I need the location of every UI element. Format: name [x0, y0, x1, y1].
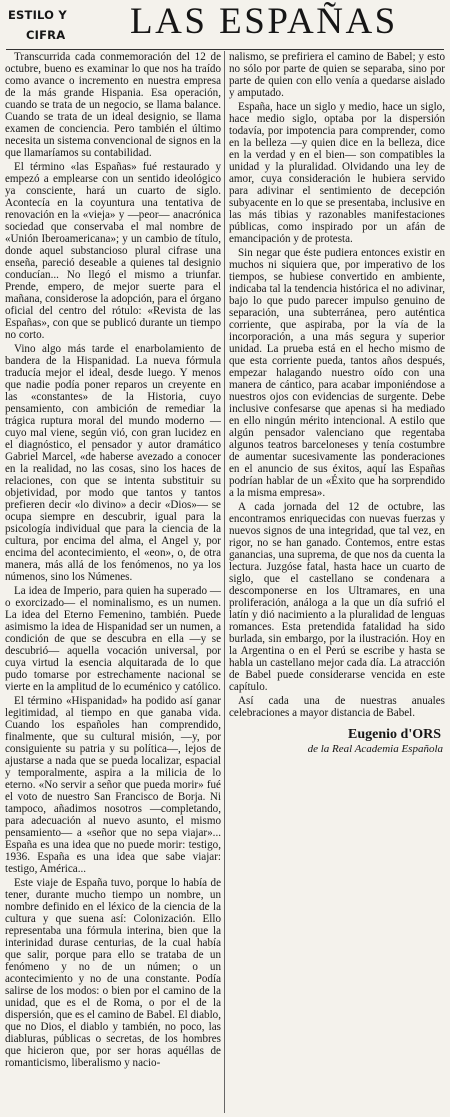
- paragraph: Sin negar que éste pudiera entonces existir en muchos ni siquiera que, por imperativo de los tiempos, se hubiese convertido en ambiente, indicaba tal la tendencia histórica el no adivinar, bajo lo que pudo parecer impulso genuino de separación, una subterránea, pero auténtica corriente, que aspiraba, por la vía de la incorporación, a una más segura y superior unidad. La prueba está en el hecho mismo de que esta corriente pueda, tantos años después, empezar halagando nuestro oído con una manera de cántico, para acabar imponiéndose a nuestros ojos con evidencias de surgente. Debe inclusive confesarse que apenas si ha mediado en ello ningún mérito intencional. A estilo que algún pensador valenciano que regentaba algunos teatros barceloneses y tenía costumbre de aumentar sucesivamente las ponderaciones en el anuncio de sus éxitos, aquí las Españas podrían hablar de un «Éxito que ha sorprendido a la misma empresa».: [229, 247, 445, 499]
- header-rule: [6, 49, 444, 50]
- paragraph: A cada jornada del 12 de octubre, las encontramos enriquecidas con nuevas fuerzas y nuevos signos de una integridad, que tal vez, en rigor, no se han ganado. Contemos, entre estas ganancias, una suprema, de que nos da cuenta la lectura. Juzgóse fatal, hasta hace un cuarto de siglo, que el castellano se condenara a descomponerse en los Ultramares, en una proliferación, análoga a la que un día sufrió el latín y dió nacimiento a la pluralidad de lenguas romances. Esta pretendida fatalidad ha sido burlada, sin embargo, por la ilustración. Hoy en la Argentina o en el Perú se escribe y hasta se habla un castellano mejor cada día. La atracción de Babel puede considerarse vencida en este capítulo.: [229, 501, 445, 693]
- author-signature: Eugenio d'ORS: [348, 727, 441, 742]
- column-divider: [224, 51, 225, 1113]
- paragraph: nalismo, se prefiriera el camino de Babel; y esto no sólo por parte de quien se separaba, sino por parte de quien con ello venía a quedarse aislado y amputado.: [229, 51, 445, 99]
- paragraph: Vino algo más tarde el enarbolamiento de bandera de la Hispanidad. La nueva fórmula traducía mejor el ideal, desde luego. Y menos que nadie podía poner reparos un creyente en las «constantes» de la Historia, cuyo pensamiento, con ambición de remediar la trágica ruptura moral del mundo moderno —cuyo mal viene, según vió, con gran lucidez en el diagnóstico, el pensador y autor dramático Gabriel Marcel, «de haberse avezado a conocer en la realidad, no las cosas, sino los haces de relaciones, con que se intenta substituir su objetividad, por modo que tantos y tantos prefieren decir «lo divino» a decir «Dios»— se ocupa siempre en descubrir, igual para la psicología individual que para la ciencia de la cultura, por encima del alma, el Angel y, por encima del acontecimiento, el «eon», o, de otra manera, más allá de los fenómenos, no ya los númenos, sino los Númenes.: [5, 343, 221, 583]
- paragraph: España, hace un siglo y medio, hace un siglo, hace medio siglo, optaba por la dispersión todavía, por impotencia para comprender, como en la belleza —y quien dice en la belleza, dice en la verdad y en el bien— son compatibles la unidad y la pluralidad. Olvidando una ley de amor, cuya consideración le hubiera servido para adivinar el sentimiento de decepción subyacente en lo que se presentaba, inclusive en las más tibias y razonables manifestaciones públicas, como inspirado por un afán de emancipación y de protesta.: [229, 101, 445, 245]
- paragraph: Transcurrida cada conmemoración del 12 de octubre, bueno es examinar lo que nos ha traído como avance o incremento en nuestra empresa de la más grande Hispania. Esa operación, cuando se trata de un negocio, se llama balance. Cuando se trata de un ideal designio, se llama examen de conciencia. Pero también el último necesita un sistema convencional de signos en la que llamaríamos su contabilidad.: [5, 51, 221, 159]
- paragraph: Así cada una de nuestras anuales celebraciones a mayor distancia de Babel.: [229, 695, 445, 719]
- section-label: ESTILO Y: [8, 8, 67, 22]
- paragraph: El término «las Españas» fué restaurado y empezó a emplearse con un sentido ideológico ya consciente, hará un cuarto de siglo. Acontecía en la coyuntura una tentativa de renovación en la «vieja» y —peor— anacrónica sociedad que conservaba el mal nombre de «Unión Iberoamericana»; y un cambio de título, donde aquel substancioso plural cifrase una enseña, pareció deseable a quienes tal designio conducían... No llegó el mismo a triunfar. Prende, empero, de mejor suerte para el mañana, considerose la adopción, para el órgano oficial del centro del rótulo: «Revista de las Españas», con que se publicó durante un tiempo no corto.: [5, 161, 221, 341]
- paragraph: Este viaje de España tuvo, porque lo había de tener, durante mucho tiempo un nombre, un nombre definido en el léxico de la ciencia de la cultura y que suena así: Colonización. Ello representaba una fórmula interina, bien que la interinidad durase centurias, de la cual había que salir, porque para ello se trataba de un fenómeno y no de un númen; o un acontecimiento y no de una constante. Podía salirse de los modos: o bien por el camino de la unidad, que es el de Roma, o por el de la dispersión, que es el camino de Babel. El diablo, que no Dios, el diablo y también, no poco, las diabluras, públicas o secretas, de los hombres que hicieron que, por ser horas aquéllas de romanticismo, liberalismo y nacio-: [5, 877, 221, 1069]
- section-label-2: CIFRA: [26, 28, 66, 42]
- author-affiliation: de la Real Academia Española: [307, 743, 443, 755]
- paragraph: La idea de Imperio, para quien ha superado —o exorcizado— el nominalismo, es un numen. La idea del Eterno Femenino, también. Puede asimismo la idea de Hispanidad ser un numen, a condición de que se descubra en ella —y se descubrió— aquella vocación universal, por cuya virtud la esencia alquitarada de lo que pudo tomarse por estrechamente nacional se vierte en la amplitud de lo ecuménico y católico.: [5, 585, 221, 693]
- article-header: [6, 2, 444, 46]
- paragraph: El término «Hispanidad» ha podido así ganar legitimidad, al tiempo en que ganaba vida. Cuando los españoles han comprendido, finalmente, que su cultural misión, —y, por consiguiente su patria y su política—, lejos de ajustarse a nada que se pueda localizar, espacial y temporalmente, aspira a la milicia de lo eterno. «No servir a señor que pueda morir» fué el voto de nuestro San Francisco de Borja. Ni tampoco, añadimos nosotros —completando, para adecuación al nuevo asunto, el mismo pensamiento— a «señor que no sepa viajar»... España es una idea que no puede morir: testigo, 1936. España es una idea que sabe viajar: testigo, América...: [5, 695, 221, 875]
- column-right: [229, 51, 445, 755]
- article-title: LAS ESPAÑAS: [130, 1, 398, 42]
- column-left: [5, 51, 221, 1113]
